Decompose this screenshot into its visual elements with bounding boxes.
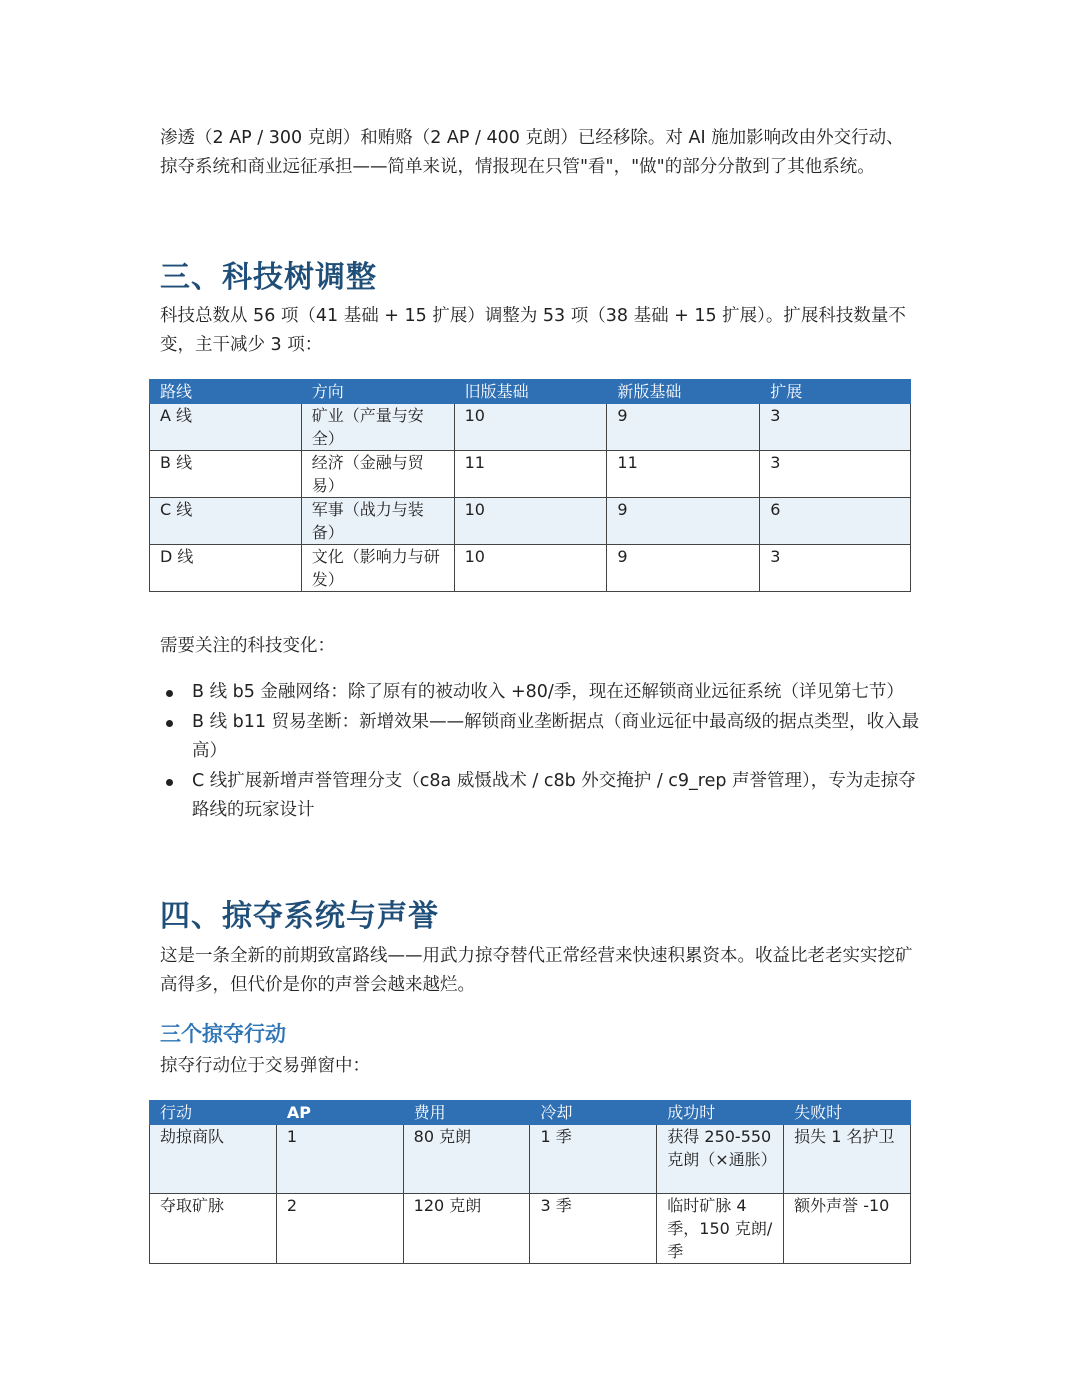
section-4-paragraph: 这是一条全新的前期致富路线——用武力掠夺替代正常经营来快速积累资本。收益比老老实实挖矿高得多，但代价是你的声誉会越来越烂。 [160, 946, 913, 995]
raid-actions-paragraph: 掠夺行动位于交易弹窗中： [160, 1056, 370, 1076]
intro-paragraph: 渗透（2 AP / 300 克朗）和贿赂（2 AP / 400 克朗）已经移除。对 AI 施加影响改由外交行动、掠夺系统和商业远征承担——简单来说，情报现在只管"看"，"做"的部分分散到了其他系统。 [160, 128, 904, 177]
table-cell: 10 [454, 498, 607, 545]
column-header: 成功时 [657, 1101, 784, 1125]
table-cell: 劫掠商队 [150, 1125, 277, 1194]
section-4-heading: 四、掠夺系统与声誉 [160, 899, 439, 934]
section-3-paragraph: 科技总数从 56 项（41 基础 + 15 扩展）调整为 53 项（38 基础 + 15 扩展）。扩展科技数量不变，主干减少 3 项： [160, 306, 906, 355]
column-header: 路线 [150, 380, 302, 404]
table-cell: C 线 [150, 498, 302, 545]
table-row [150, 498, 911, 545]
table-cell: 军事（战力与装备） [301, 498, 454, 545]
table-cell: 2 [276, 1194, 403, 1264]
table-row [150, 404, 911, 451]
column-header: 新版基础 [607, 380, 760, 404]
section-3-heading: 三、科技树调整 [160, 260, 377, 295]
column-header: 冷却 [530, 1101, 657, 1125]
table-cell: 120 克朗 [403, 1194, 530, 1264]
table-cell: D 线 [150, 545, 302, 592]
table-cell: 9 [607, 545, 760, 592]
table-cell: 3 [760, 545, 911, 592]
table-cell: 损失 1 名护卫 [784, 1125, 911, 1194]
table-row [150, 1194, 911, 1264]
table-cell: 6 [760, 498, 911, 545]
column-header: 方向 [301, 380, 454, 404]
table-cell: B 线 [150, 451, 302, 498]
tech-changes-list [160, 678, 920, 825]
table-cell: 矿业（产量与安全） [301, 404, 454, 451]
bullet-dot-icon [166, 720, 173, 727]
table-cell: 经济（金融与贸易） [301, 451, 454, 498]
tech-changes-note: 需要关注的科技变化： [160, 636, 335, 656]
table-cell: 80 克朗 [403, 1125, 530, 1194]
table-cell: 9 [607, 404, 760, 451]
table-cell: 9 [607, 498, 760, 545]
table-cell: A 线 [150, 404, 302, 451]
table-header-row [150, 380, 911, 404]
table-cell: 3 [760, 451, 911, 498]
table-cell: 获得 250-550 克朗（×通胀） [657, 1125, 784, 1194]
table-cell: 临时矿脉 4 季，150 克朗/季 [657, 1194, 784, 1264]
column-header: AP [276, 1101, 403, 1125]
list-item-text: B 线 b11 贸易垄断：新增效果——解锁商业垄断据点（商业远征中最高级的据点类型，收入最高） [192, 712, 920, 761]
table-cell: 文化（影响力与研发） [301, 545, 454, 592]
table-cell: 10 [454, 404, 607, 451]
table-cell: 11 [454, 451, 607, 498]
table-cell: 1 季 [530, 1125, 657, 1194]
table-cell: 3 [760, 404, 911, 451]
list-item [160, 708, 920, 766]
table-cell: 10 [454, 545, 607, 592]
table-header-row [150, 1101, 911, 1125]
column-header: 行动 [150, 1101, 277, 1125]
column-header: 扩展 [760, 380, 911, 404]
list-item [160, 678, 920, 707]
raid-actions-subheading: 三个掠夺行动 [160, 1022, 286, 1046]
table-row [150, 545, 911, 592]
bullet-dot-icon [166, 779, 173, 786]
table-row [150, 451, 911, 498]
list-item-text: C 线扩展新增声誉管理分支（c8a 威慑战术 / c8b 外交掩护 / c9_rep 声誉管理），专为走掠夺路线的玩家设计 [192, 771, 916, 820]
table-cell: 额外声誉 -10 [784, 1194, 911, 1264]
table-cell: 1 [276, 1125, 403, 1194]
list-item [160, 767, 920, 825]
bullet-dot-icon [166, 690, 173, 697]
column-header: 失败时 [784, 1101, 911, 1125]
table-row [150, 1125, 911, 1194]
raid-actions-table [149, 1100, 911, 1264]
list-item-text: B 线 b5 金融网络：除了原有的被动收入 +80/季，现在还解锁商业远征系统（详见第七节） [192, 682, 904, 702]
column-header: 费用 [403, 1101, 530, 1125]
table-cell: 夺取矿脉 [150, 1194, 277, 1264]
column-header: 旧版基础 [454, 380, 607, 404]
tech-tree-table [149, 379, 911, 592]
table-cell: 11 [607, 451, 760, 498]
table-cell: 3 季 [530, 1194, 657, 1264]
